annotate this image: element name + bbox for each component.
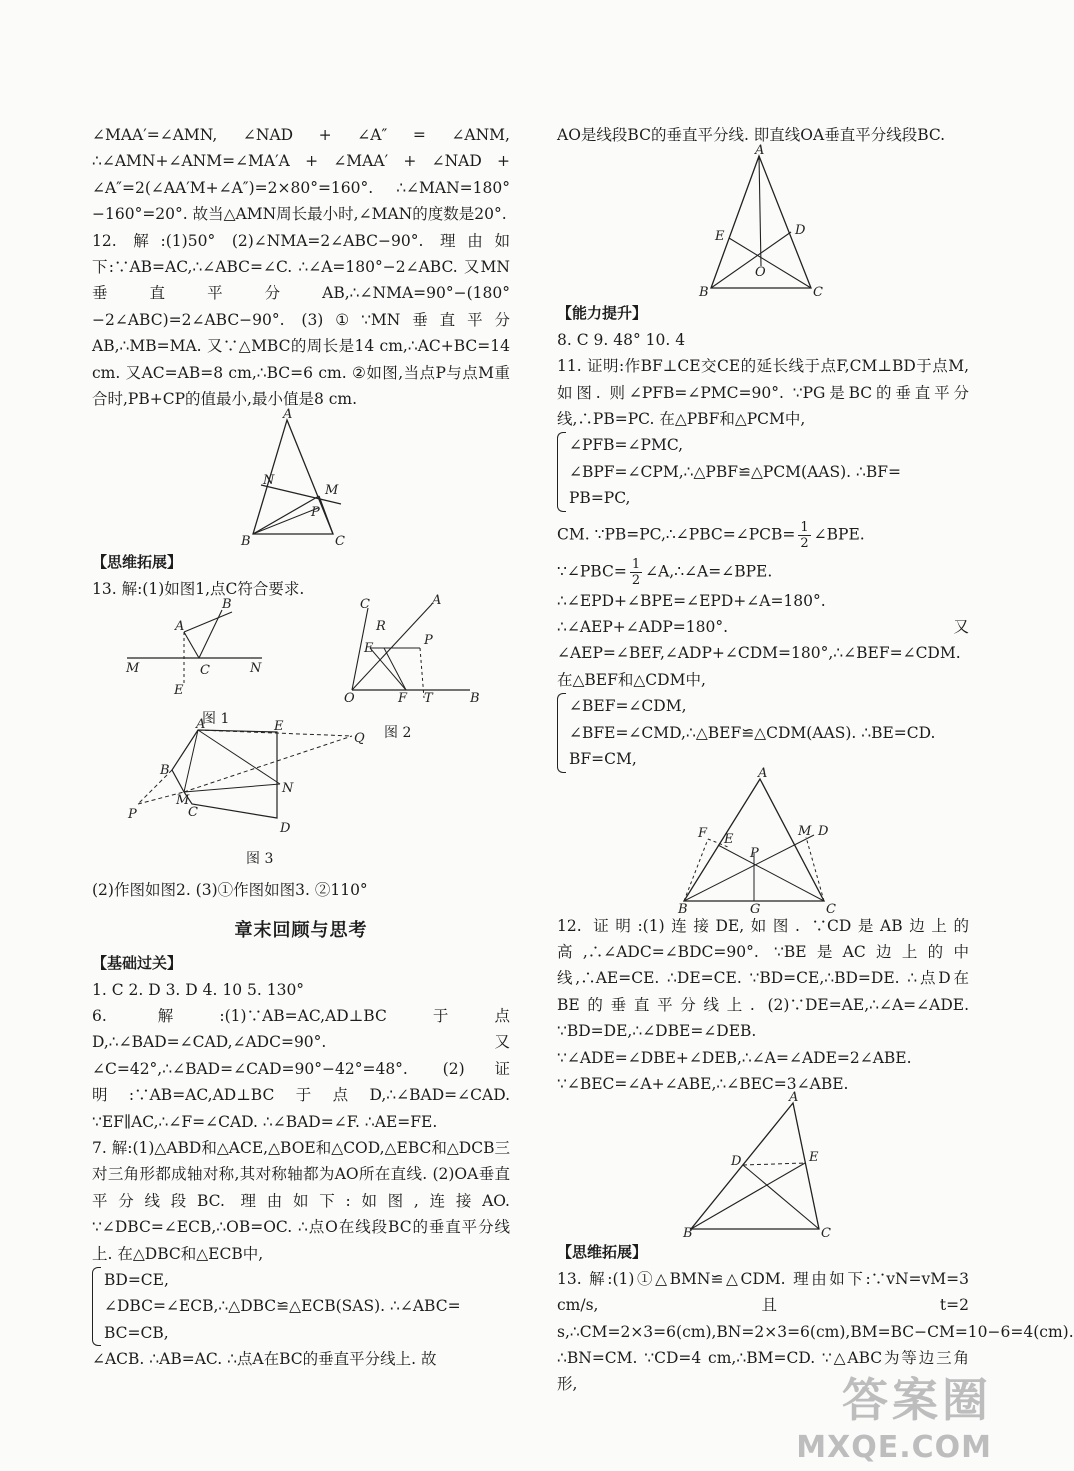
figure-triangle-abc-mnp xyxy=(241,407,361,550)
watermark-text: 答案圈 xyxy=(842,1373,992,1427)
system-line: BD=CE, xyxy=(104,1270,169,1289)
figure-1 xyxy=(122,597,272,712)
problem-6: 6. 解:(1)∵AB=AC,AD⊥BC于点D,∴∠BAD=∠CAD,∠ADC=90°. 又∠C=42°,∴∠BAD=∠CAD=90°−42°=48°. (2)证明:∵AB=AC,AD⊥BC于点D,∴∠BAD=∠CAD. ∵EF∥AC,∴∠F=∠CAD. ∴∠BAD=∠F. ∴AE=FE. xyxy=(92,1006,510,1131)
problem-7-continued: AO是线段BC的垂直平分线. 即直线OA垂直平分线段BC. xyxy=(557,126,946,144)
svg-text:B: B xyxy=(699,285,709,301)
system-line: ∠DBC=∠ECB,∴△DBC≌△ECB(SAS). ∴∠ABC= xyxy=(104,1297,461,1316)
svg-text:F: F xyxy=(698,825,708,841)
right-column xyxy=(557,122,1074,1398)
problem-11: 11. 证明:作BF⊥CE交CE的延长线于点F,CM⊥BD于点M,如图. 则∠PFB=∠PMC=90°. ∵PG是BC的垂直平分线,∴PB=PC. 在△PBF和△PCM中, xyxy=(557,357,969,429)
svg-text:M: M xyxy=(325,483,339,499)
problem-7-tail: ∠ACB. ∴AB=AC. ∴点A在BC的垂直平分线上. 故 xyxy=(92,1350,437,1369)
watermark-url: MXQE.COM xyxy=(796,1430,992,1465)
problem-13-tail: (2)作图如图2. (3)①作图如图3. ②110° xyxy=(92,881,368,900)
svg-text:P: P xyxy=(750,845,759,861)
left-column xyxy=(92,122,510,1373)
section-nengli-tisheng: 【能力提升】 xyxy=(557,304,648,323)
svg-text:C: C xyxy=(335,534,345,550)
svg-text:M: M xyxy=(176,793,190,809)
svg-text:P: P xyxy=(311,505,320,521)
svg-text:E: E xyxy=(715,229,725,245)
svg-text:A: A xyxy=(196,717,206,733)
svg-text:C: C xyxy=(821,1226,831,1242)
svg-text:E: E xyxy=(364,641,374,657)
svg-text:C: C xyxy=(826,901,836,917)
svg-text:N: N xyxy=(263,473,275,489)
svg-text:A: A xyxy=(283,407,293,423)
figures-1-2-3 xyxy=(92,593,510,877)
svg-text:O: O xyxy=(344,691,355,707)
svg-text:O: O xyxy=(755,265,766,281)
figure-triangle-abc-de xyxy=(683,1090,843,1242)
svg-text:C: C xyxy=(813,285,823,301)
problem-13: 13. 解:(1)①△BMN≌△CDM. 理由如下:∵vN=vM=3 cm/s,且t=2 s,∴CM=2×3=6(cm),BN=2×3=6(cm),BM=BC−CM=10−6=4(cm). ∴BN=CM. ∵CD=4 cm,∴BM=CD. ∵△ABC为等边三角形, xyxy=(557,1269,1074,1394)
svg-text:A: A xyxy=(175,619,185,635)
svg-text:A: A xyxy=(789,1090,799,1106)
svg-text:G: G xyxy=(750,901,761,917)
section-siwei-tuozhan: 【思维拓展】 xyxy=(557,1243,648,1262)
figure-3-caption: 图 3 xyxy=(246,851,274,868)
svg-text:P: P xyxy=(128,807,137,823)
svg-text:D: D xyxy=(280,821,291,837)
problem-12: 12. 解:(1)50° (2)∠NMA=2∠ABC−90°. 理由如下:∵AB=AC,∴∠ABC=∠C. ∴∠A=180°−2∠ABC. 又MN垂直平分AB,∴∠NMA=90°−(180°−2∠ABC)=2∠ABC−90°. (3)①∵MN垂直平分AB,∴MB=MA. 又∵△MBC的周长是14 cm,∴AC+BC=14 cm. 又AC=AB=8 cm,∴BC=6 cm. ②如图,当点P与点M重合时,PB+CP的值最小,最小值是8 cm. xyxy=(92,231,510,409)
system-line: ∠BFE=∠CMD,∴△BEF≌△CDM(AAS). ∴BE=CD. xyxy=(569,723,936,742)
system-line: ∠BEF=∠CDM, xyxy=(569,697,687,716)
svg-text:P: P xyxy=(424,633,433,649)
svg-text:R: R xyxy=(376,619,386,635)
svg-text:B: B xyxy=(222,597,232,613)
fraction-half: $\frac{1}{2}$ xyxy=(631,556,641,588)
problem-7: 7. 解:(1)△ABD和△ACE,△BOE和△COD,△EBC和△DCB三对三角形都成轴对称,其对称轴都为AO所在直线. (2)OA垂直平分线段BC. 理由如下:如图,连接AO. ∵∠DBC=∠ECB,∴OB=OC. ∴点O在线段BC的垂直平分线上. 在△DBC和△ECB中, xyxy=(92,1138,510,1263)
problem-13: 13. 解:(1)如图1,点C符合要求. xyxy=(92,579,305,598)
svg-text:D: D xyxy=(731,1154,742,1170)
svg-text:B: B xyxy=(241,534,251,550)
svg-text:A: A xyxy=(432,593,442,609)
problem-11-line-b: ∵∠PBC= $\frac{1}{2}$ ∠A,∴∠A=∠BPE. ∴∠EPD+∠BPE=∠EPD+∠A=180°. ∴∠AEP+∠ADP=180°. 又∠AEP=∠BEF,∠ADP+∠CDM=180°,∴∠BEF=∠CDM. 在△BEF和△CDM中, xyxy=(557,556,969,689)
figure-triangle-abc-fempdg xyxy=(678,765,848,917)
svg-text:T: T xyxy=(424,691,433,707)
problem-11-system-2 xyxy=(557,693,969,772)
svg-text:D: D xyxy=(795,223,806,239)
figure-triangle-abc-deo xyxy=(693,143,833,301)
answers-1-5: 1. C 2. D 3. D 4. 10 5. 130° xyxy=(92,980,305,999)
svg-text:C: C xyxy=(188,805,198,821)
fraction-half: $\frac{1}{2}$ xyxy=(800,519,809,551)
svg-text:B: B xyxy=(470,691,480,707)
svg-text:A: A xyxy=(758,765,768,781)
svg-text:C: C xyxy=(200,663,210,679)
problem-7-system xyxy=(92,1267,510,1346)
system-line: ∠BPF=∠CPM,∴△PBF≌△PCM(AAS). ∴BF= xyxy=(569,462,901,481)
svg-text:A: A xyxy=(755,143,765,159)
system-line: BC=CB, xyxy=(104,1323,169,1342)
problem-12: 12. 证明:(1)连接DE,如图. ∵CD是AB边上的高,∴∠ADC=∠BDC=90°. ∵BE是AC边上的中线,∴AE=CE. ∴DE=CE. ∵BD=CE,∴BD=DE. ∴点D在BE的垂直平分线上. (2)∵DE=AE,∴∠A=∠ADE. ∵BD=DE,∴∠DBE=∠DEB. ∵∠ADE=∠DBE+∠DEB,∴∠A=∠ADE=2∠ABE. ∵∠BEC=∠A+∠ABE,∴∠BEC=3∠ABE. xyxy=(557,916,969,1093)
svg-text:Q: Q xyxy=(354,731,365,747)
section-jichu-guoguan: 【基础过关】 xyxy=(92,954,183,973)
svg-text:B: B xyxy=(678,901,688,917)
section-siwei-tuozhan: 【思维拓展】 xyxy=(92,553,183,572)
figure-2 xyxy=(340,593,480,718)
svg-text:N: N xyxy=(282,781,294,797)
answers-8-10: 8. C 9. 48° 10. 4 xyxy=(557,330,686,349)
svg-text:E: E xyxy=(274,719,284,735)
svg-text:E: E xyxy=(724,831,734,847)
watermark xyxy=(796,1364,992,1465)
svg-text:F: F xyxy=(398,691,408,707)
svg-text:M: M xyxy=(126,661,140,677)
system-line: PB=PC, xyxy=(569,489,631,508)
svg-text:E: E xyxy=(809,1150,819,1166)
svg-text:N: N xyxy=(250,661,262,677)
chapter-title: 章末回顾与思考 xyxy=(234,919,368,941)
figure-2-caption: 图 2 xyxy=(384,725,412,742)
svg-text:C: C xyxy=(360,597,370,613)
system-line: BF=CM, xyxy=(569,750,637,769)
problem-11-continued: ∠MAA′=∠AMN, ∠NAD + ∠A″ = ∠ANM, ∴∠AMN+∠ANM=∠MA′A + ∠MAA′ + ∠NAD + ∠A″=2(∠AA′M+∠A″)=2×80°=160°. ∴∠MAN=180°−160°=20°. 故当△AMN周长最小时,∠MAN的度数是20°. xyxy=(92,126,510,224)
svg-text:E: E xyxy=(174,683,184,699)
svg-text:D: D xyxy=(818,823,829,839)
problem-11-line-a: CM. ∵PB=PC,∴∠PBC=∠PCB= $\frac{1}{2}$ ∠BPE. xyxy=(557,519,865,551)
system-line: ∠PFB=∠PMC, xyxy=(569,436,684,455)
figure-1-caption: 图 1 xyxy=(202,711,230,728)
problem-11-system-1 xyxy=(557,432,969,511)
svg-text:B: B xyxy=(160,763,170,779)
svg-text:M: M xyxy=(798,823,812,839)
svg-text:B: B xyxy=(683,1226,693,1242)
